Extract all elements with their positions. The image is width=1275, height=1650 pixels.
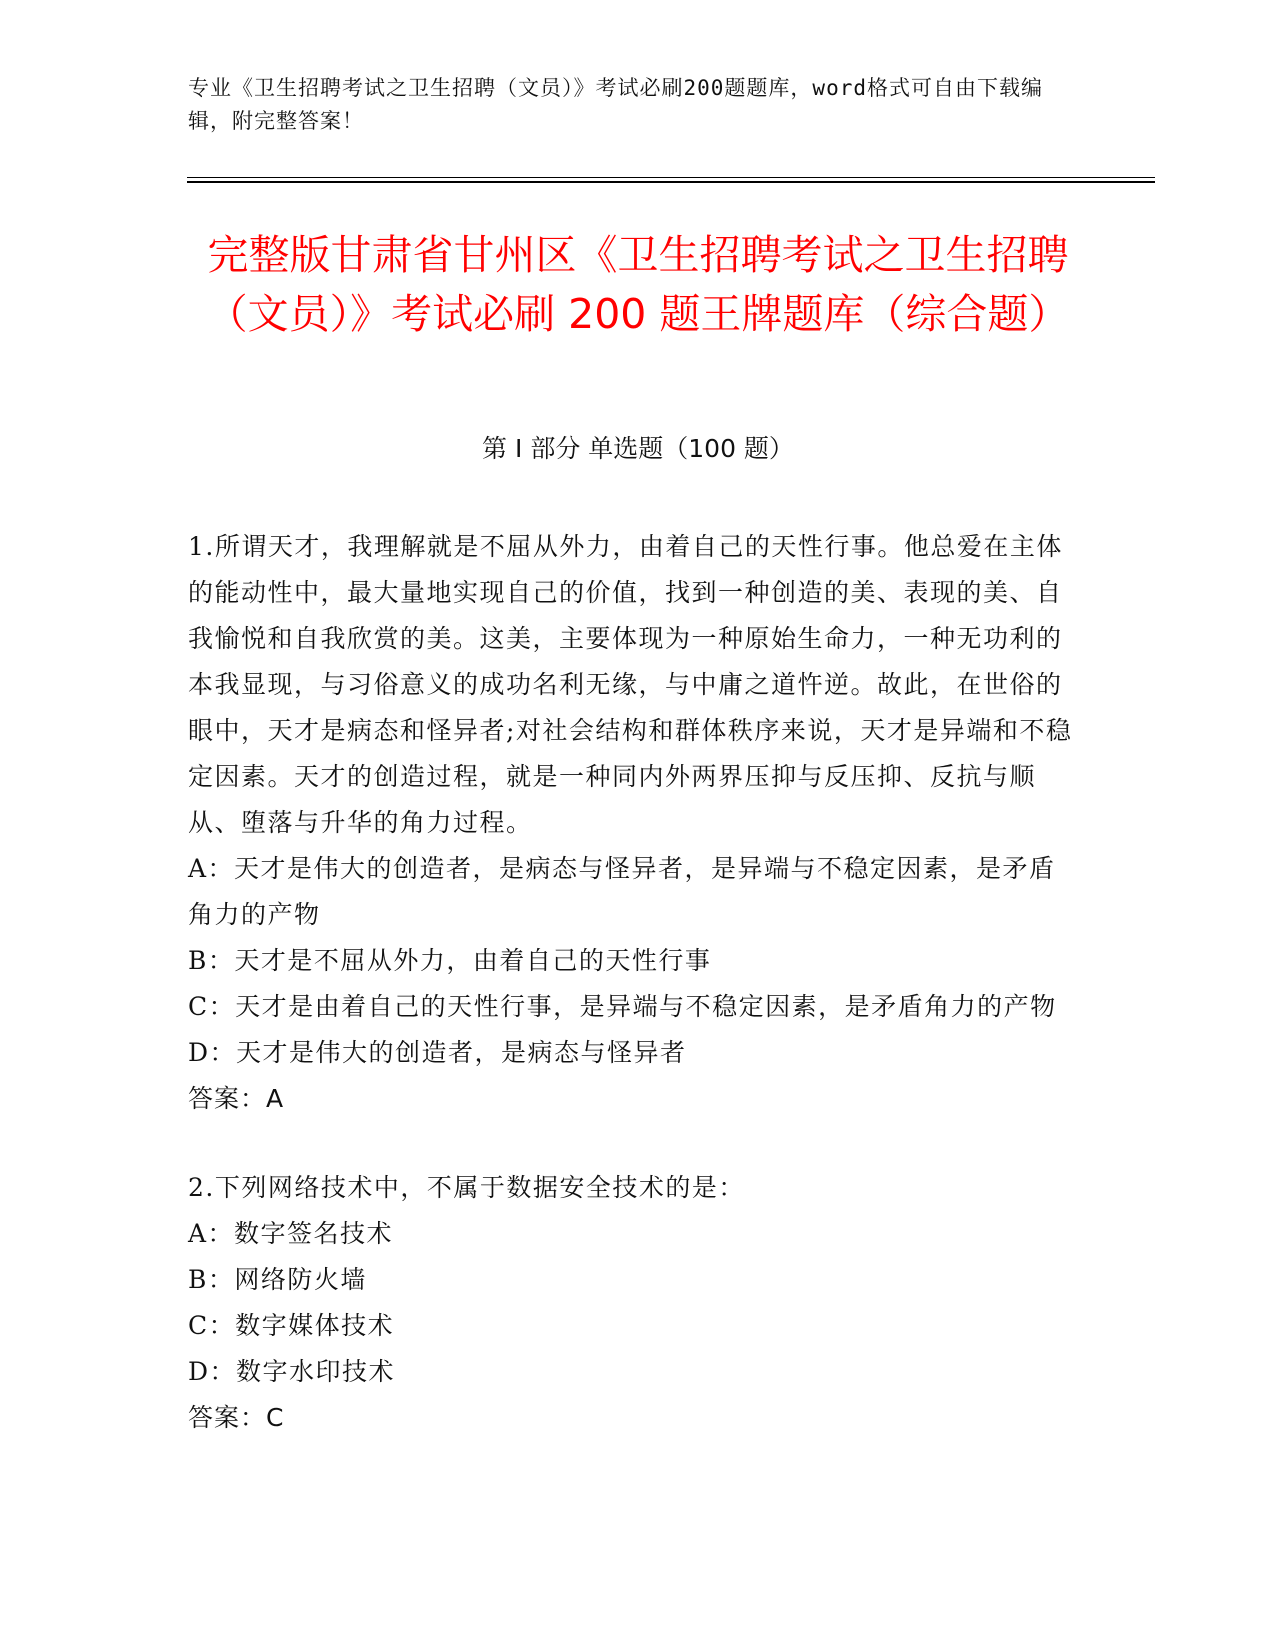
question-stem: 1.所谓天才，我理解就是不屈从外力，由着自己的天性行事。他总爱在主体的能动性中，最大量地实现自己的价值，找到一种创造的美、表现的美、自我愉悦和自我欣赏的美。这美，主要体现为一种原始生命力，一种无功利的本我显现，与习俗意义的成功名利无缘，与中庸之道忤逆。故此，在世俗的眼中，天才是病态和怪异者;对社会结构和群体秩序来说，天才是异端和不稳定因素。天才的创造过程，就是一种同内外两界压抑与反压抑、反抗与顺从、堕落与升华的角力过程。 <box>188 532 1073 837</box>
option-d: D：天才是伟大的创造者，是病态与怪异者 <box>188 1038 687 1067</box>
option-a: A：天才是伟大的创造者，是病态与怪异者，是异端与不稳定因素，是矛盾角力的产物 <box>188 854 1056 929</box>
section-title: 第 I 部分 单选题（100 题） <box>482 434 794 463</box>
question-list <box>188 524 1078 1484</box>
option-c: C：天才是由着自己的天性行事，是异端与不稳定因素，是矛盾角力的产物 <box>188 992 1057 1021</box>
document-title: 完整版甘肃省甘州区《卫生招聘考试之卫生招聘（文员）》考试必刷 200 题王牌题库（综合题） <box>206 231 1070 338</box>
option-b: B：天才是不屈从外力，由着自己的天性行事 <box>188 946 712 975</box>
header-note: 专业《卫生招聘考试之卫生招聘（文员）》考试必刷200题题库，word格式可自由下载编辑，附完整答案！ <box>188 76 1043 133</box>
question-1 <box>188 524 1078 1122</box>
question-stem: 2.下列网络技术中，不属于数据安全技术的是： <box>188 1173 745 1202</box>
header-divider-thin <box>187 177 1155 178</box>
option-a: A：数字签名技术 <box>188 1219 394 1248</box>
option-c: C：数字媒体技术 <box>188 1311 395 1340</box>
header-divider-thick <box>187 181 1155 183</box>
option-d: D：数字水印技术 <box>188 1357 396 1386</box>
question-2 <box>188 1165 1078 1441</box>
option-b: B：网络防火墙 <box>188 1265 367 1294</box>
answer: 答案：A <box>188 1084 285 1113</box>
answer: 答案：C <box>188 1403 285 1432</box>
